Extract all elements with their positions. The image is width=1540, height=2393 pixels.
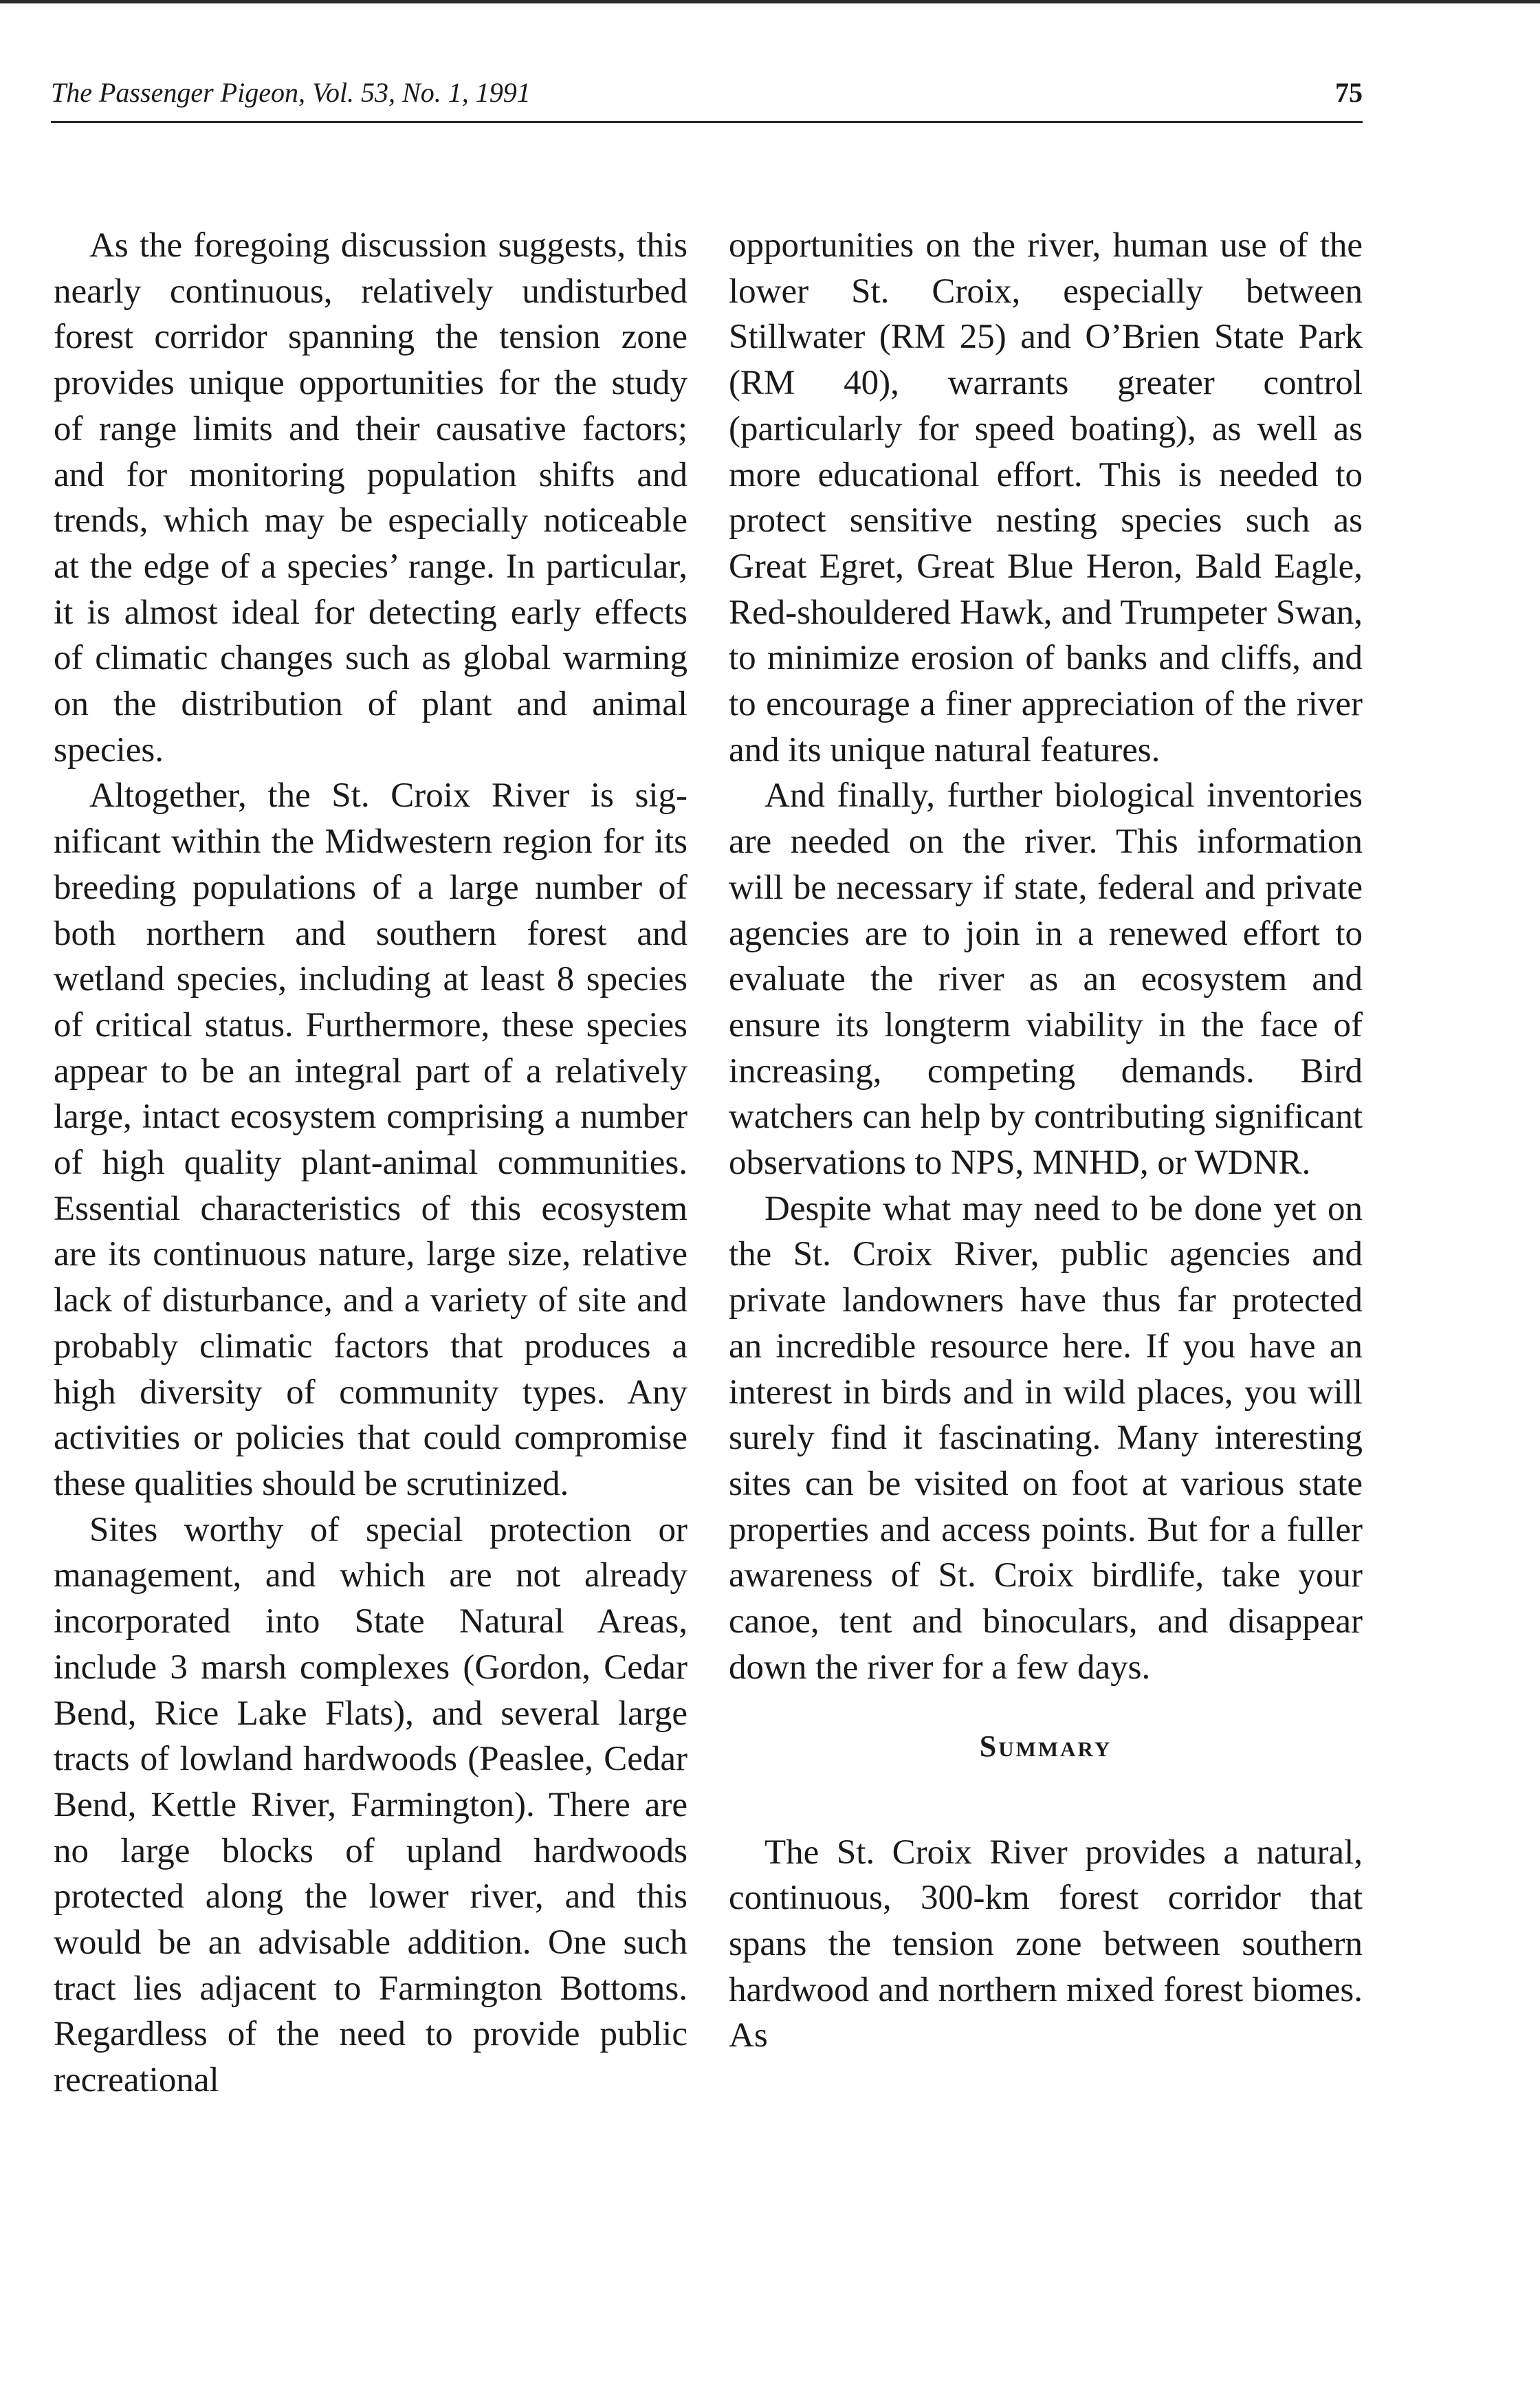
page-number: 75 bbox=[1335, 77, 1363, 108]
summary-heading: Summary bbox=[979, 1729, 1112, 1763]
paragraph-continued-human-use: opportunities on the river, human use of the lower St. Croix, especially between Stillwater (RM 25) and O’Brien State Park (RM 40), warrants greater control (particularly for speed boating), as well as more educational effort. This is needed to protect sensitive nesting species such as Great Egret, Great Blue Heron, Bald Eagle, Red-shouldered Hawk, and Trumpeter Swan, to minimize erosion of banks and cliffs, and to encourage a finer appreciation of the river and its unique natural features. bbox=[729, 226, 1363, 769]
left-column bbox=[54, 223, 688, 2327]
right-column bbox=[729, 223, 1363, 2327]
paragraph-protection-sites: Sites worthy of special protection or management, and which are not already incorporated into State Natural Areas, include 3 marsh complexes (Gordon, Cedar Bend, Rice Lake Flats), and several large tracts of lowland hardwoods (Peaslee, Cedar Bend, Kettle River, Farmington). There are no large blocks of upland hardwoods protected along the lower river, and this would be an advisable addition. One such tract lies adjacent to Farmington Bottoms. Regardless of the need to provide public recreational bbox=[54, 1510, 688, 2100]
top-border-rule bbox=[0, 0, 1540, 3]
paragraph-despite: Despite what may need to be done yet on the St. Croix River, public agencies and private landowners have thus far protected an incredible resource here. If you have an interest in birds and in wild places, you will surely find it fascinating. Many interesting sites can be visited on foot at various state properties and access points. But for a fuller awareness of St. Croix birdlife, take your canoe, tent and binoculars, and disappear down the river for a few days. bbox=[729, 1189, 1363, 1687]
paragraph-significance: Altogether, the St. Croix River is significant within the Midwestern region for its breeding populations of a large number of both northern and southern forest and wetland species, including at least 8 species of critical status. Furthermore, these species appear to be an integral part of a relatively large, intact ecosystem comprising a number of high quality plant-animal communities. Essential characteristics of this ecosystem are its continuous nature, large size, relative lack of disturbance, and a variety of site and probably climatic factors that produces a high diversity of community types. Any activities or policies that could compromise these qualities should be scrutinized. bbox=[54, 776, 688, 1503]
paragraph-biological-inventories: And finally, further biological inventories are needed on the river. This information will be necessary if state, federal and private agencies are to join in a renewed effort to evaluate the river as an ecosystem and ensure its longterm viability in the face of increasing, competing demands. Bird watchers can help by contributing significant observations to NPS, MNHD, or WDNR. bbox=[729, 776, 1363, 1183]
running-head bbox=[51, 76, 1363, 123]
paragraph-summary: The St. Croix River provides a natural, continuous, 300-km forest corridor that spans the tension zone between southern hardwood and northern mixed forest biomes. As bbox=[729, 1833, 1363, 2055]
journal-citation: The Passenger Pigeon, Vol. 53, No. 1, 1991 bbox=[51, 77, 531, 108]
paragraph-tension-zone: As the foregoing discussion suggests, this nearly continuous, relatively undisturbed forest corridor spanning the tension zone provides unique opportunities for the study of range limits and their causative factors; and for monitoring population shifts and trends, which may be especially noticeable at the edge of a species’ range. In particular, it is almost ideal for detecting early effects of climatic changes such as global warming on the distribution of plant and animal species. bbox=[54, 226, 688, 769]
